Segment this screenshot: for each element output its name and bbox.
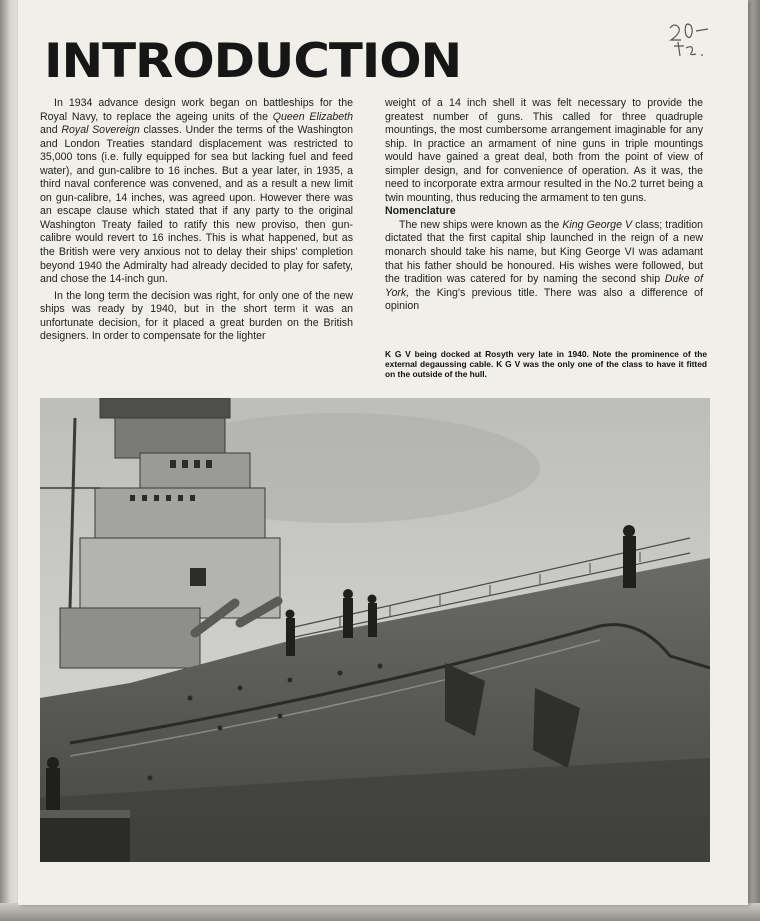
paragraph [40,290,353,344]
text-run: the King's previous title. There was also a difference of opinion [385,286,703,313]
right-text-column [385,97,703,314]
text-run: In the long term the decision was right, for only one of the new ships was ready by 1940, but in the short term it was an unfortunate decision, for it placed a great burden on the British designers. In order to compensate for the lighter [40,289,353,343]
paragraph [40,97,353,287]
italic-text-run: Royal Sovereign [61,124,140,137]
text-run: In 1934 advance design work began on battleships for the Royal Navy, to replace the ageing units of the [40,97,353,123]
italic-text-run: King George V [562,218,633,231]
text-run: classes. Under the terms of the Washington and London Treaties standard displacement was restricted to 35,000 tons (i.e. fully equipped for sea but lacking fuel and feed water), and gun-calibre to 16 inches. But a year later, in 1935, a third naval conference was convened, and as a result a new limit on gun-calibre, 14 inches, was agreed upon. However there was an escape clause which stated that if any party to the original Washington Treaty failed to ratify this new proviso, then gun-calibre would revert to 16 inches. This is what happened, but as the British were very anxious not to delay their ships' completion beyond 1940 the Admiralty had already decided to play for safety, and chose the 14-inch gun. [40,124,353,286]
italic-text-run: Duke of York, [385,273,704,299]
book-bottom-edge [0,903,760,921]
page-title: INTRODUCTION [44,34,462,89]
text-run: class; tradition dictated that the first capital ship launched in the reign of a new monarch should take his name, but King George VI was adamant that his father should be honoured. His wishes were followed, but the tradition was catered for by naming the second ship [385,218,703,286]
handwritten-note [640,18,710,68]
left-text-column [40,97,353,344]
text-run: and [40,124,62,137]
battleship-photo [40,398,710,862]
photo-caption: K G V being docked at Rosyth very late in 1940. Note the prominence of the external degaussing cable. K G V was the only one of the class to have it fitted on the outside of the hull. [385,349,707,380]
book-page-edge [746,0,760,921]
paragraph [385,219,703,314]
text-run: weight of a 14 inch shell it was felt necessary to provide the greatest number of guns. This called for three quadruple mountings, the most cumbersome arrangement imaginable for any ship. In practice an armament of nine guns in triple mountings would have gained a great deal, both from the point of view of simpler design, and for convenience of operation. As it was, the need to incorporate extra armour resulted in the No.2 turret being a twin mounting, thus reducing the armament to ten guns. [385,97,703,204]
italic-text-run: Queen Elizabeth [272,110,353,123]
paragraph [385,97,703,205]
battleship-photo-graphic [40,398,710,862]
section-heading-nomenclature: Nomenclature [385,205,456,218]
text-run: The new ships were known as the [399,218,563,231]
